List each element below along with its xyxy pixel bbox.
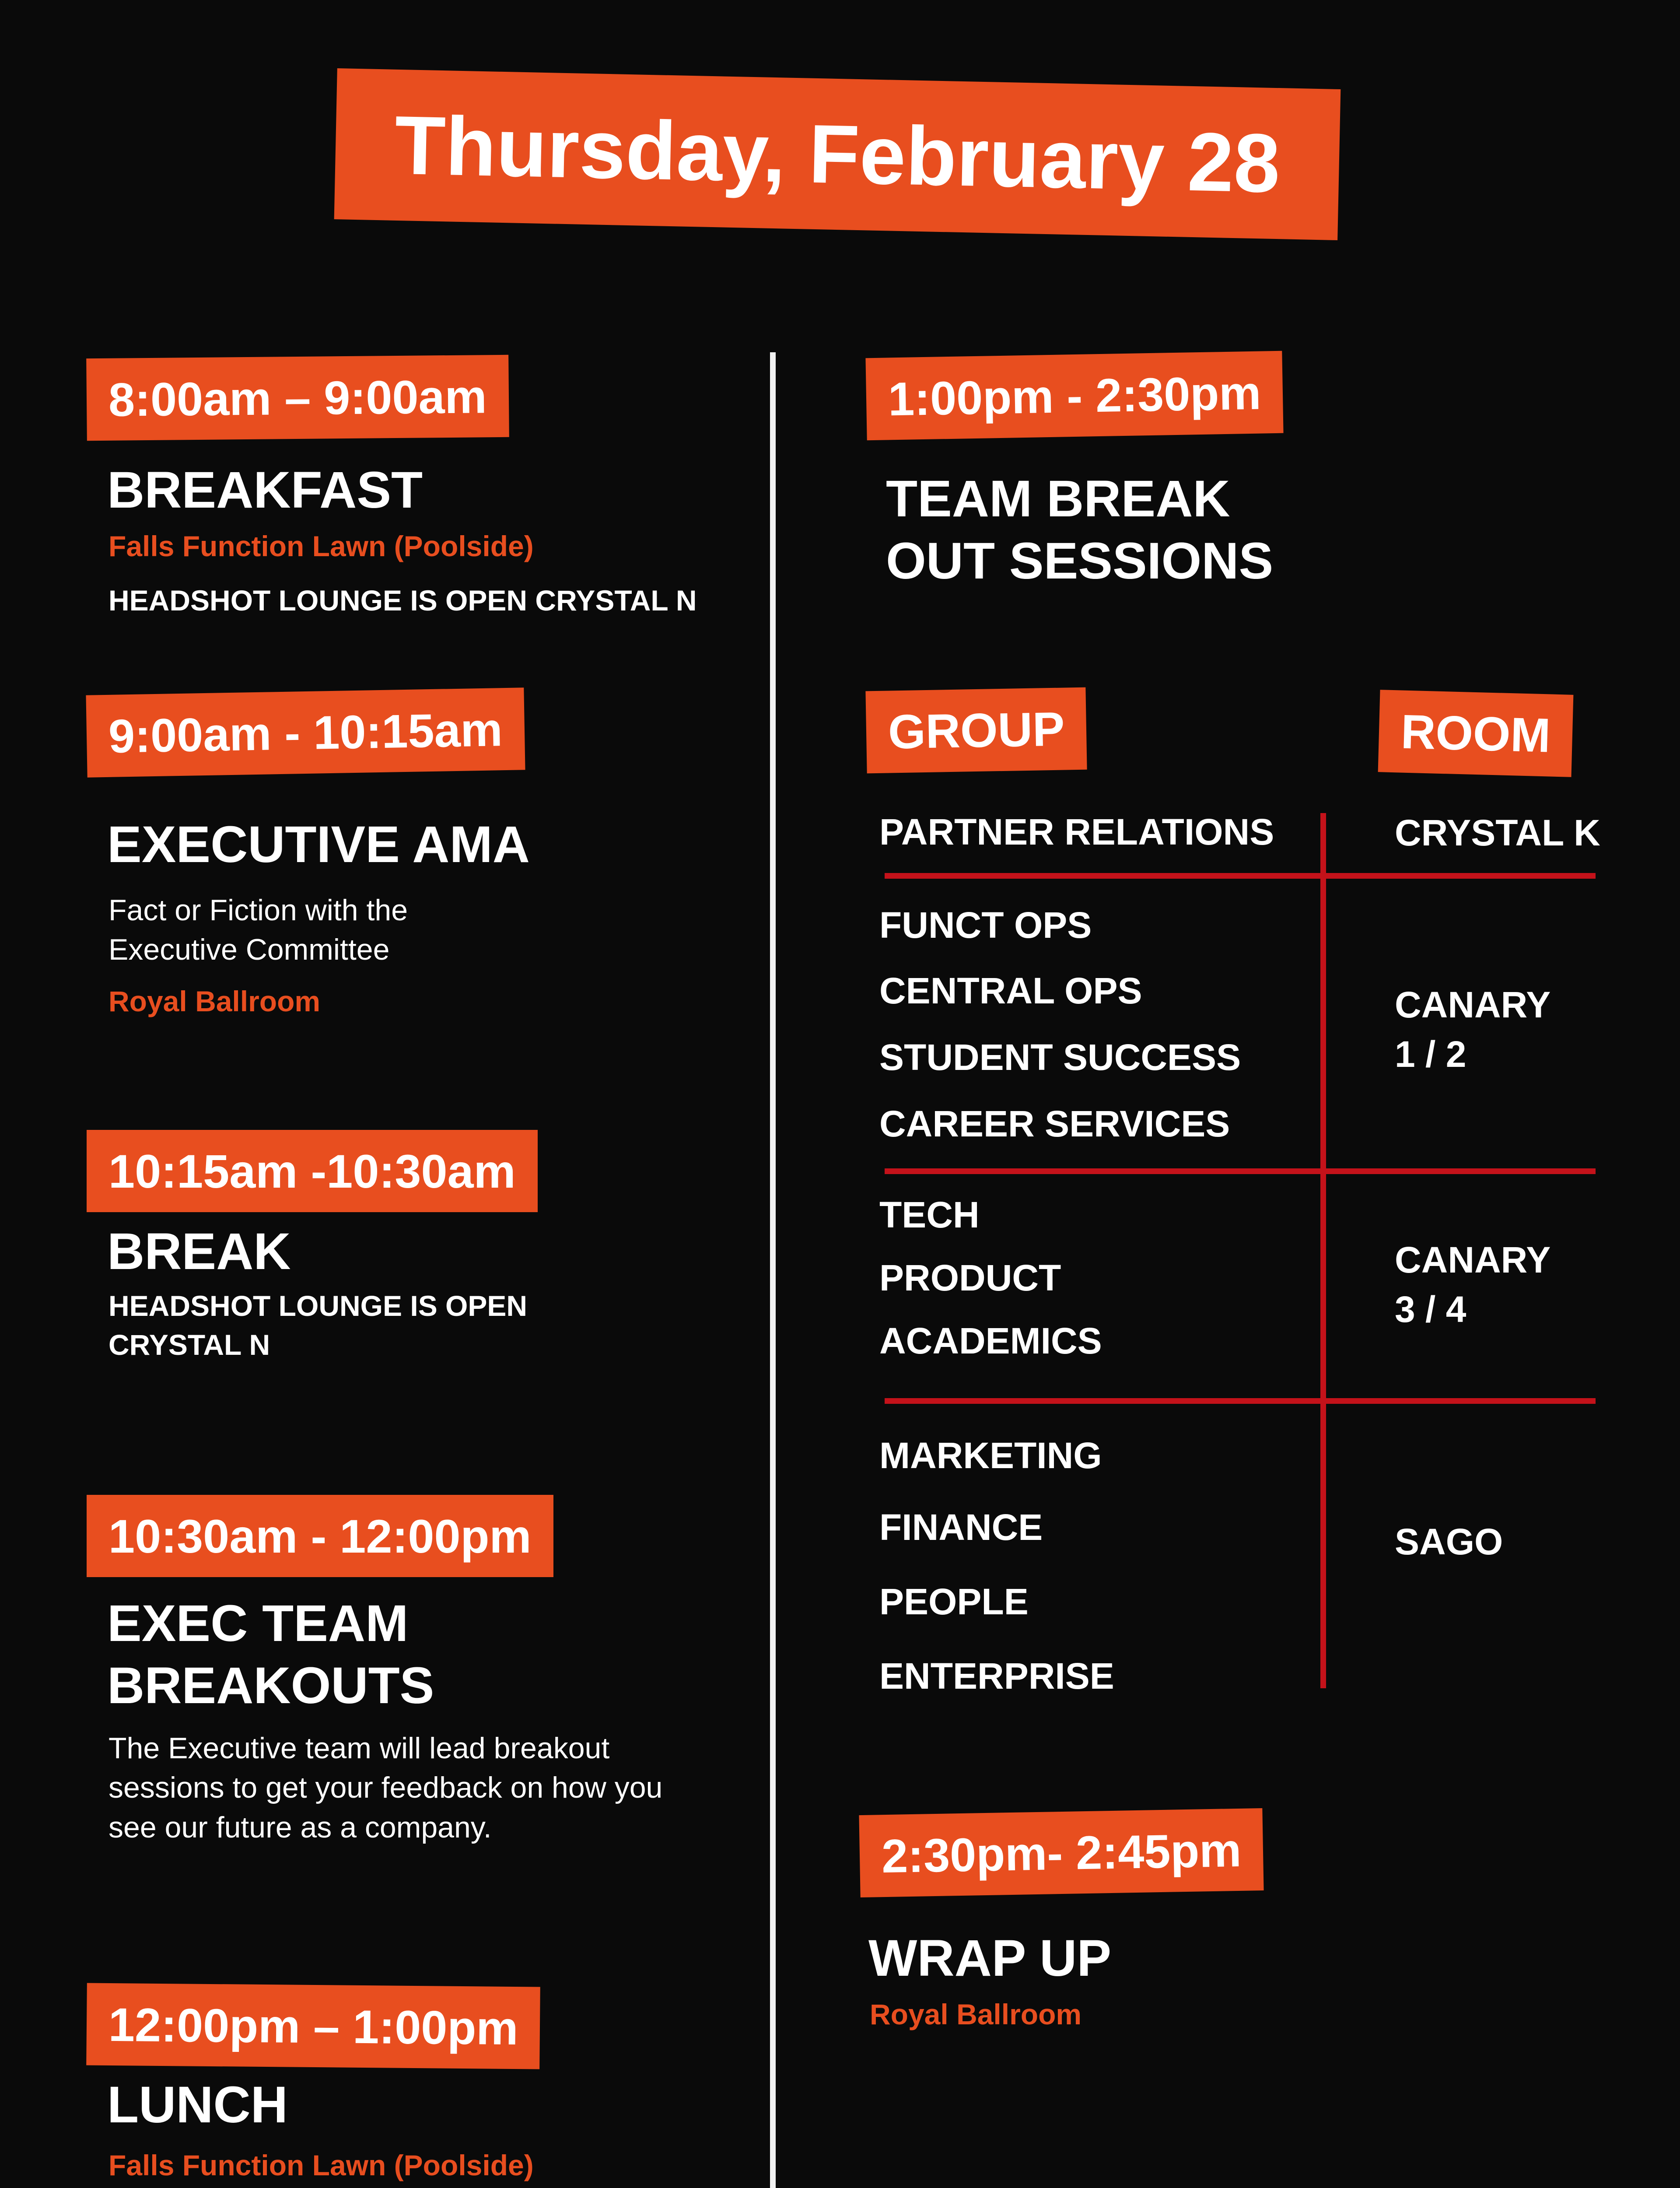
table-group-cell: FUNCT OPS [879, 905, 1092, 946]
ama-description-line: Executive Committee [108, 933, 390, 967]
team-heading [886, 468, 1273, 592]
table-group-cell: ACADEMICS [879, 1320, 1102, 1361]
table-room-line: CANARY [1395, 984, 1551, 1025]
exec-description-line: see our future as a company. [108, 1810, 492, 1844]
table-row-separator [885, 1168, 1596, 1174]
ama-heading: EXECUTIVE AMA [107, 816, 530, 873]
table-group-cell: CAREER SERVICES [879, 1103, 1230, 1144]
ama-description [108, 891, 408, 970]
table-row-separator [885, 1398, 1596, 1404]
ama-location: Royal Ballroom [108, 985, 321, 1017]
table-room-line: 1 / 2 [1395, 1034, 1466, 1075]
table-group-cell: PRODUCT [879, 1257, 1061, 1298]
ama-time-badge: 9:00am - 10:15am [86, 687, 525, 777]
table-room-cell: CRYSTAL K [1395, 812, 1600, 853]
breakfast-location: Falls Function Lawn (Poolside) [108, 530, 534, 562]
group-header: GROUP [865, 687, 1087, 774]
table-group-cell: STUDENT SUCCESS [879, 1037, 1241, 1078]
exec-time-badge: 10:30am - 12:00pm [87, 1495, 553, 1577]
table-vertical-line [1320, 813, 1326, 1688]
team-heading-line: TEAM BREAK [886, 470, 1230, 528]
room-header: ROOM [1378, 690, 1574, 777]
exec-description [108, 1729, 662, 1847]
table-room-cell [1395, 980, 1550, 1080]
exec-description-line: The Executive team will lead breakout [108, 1732, 610, 1765]
table-group-cell: CENTRAL OPS [879, 970, 1142, 1011]
table-row-separator [885, 873, 1596, 879]
table-group-cell: PEOPLE [879, 1581, 1029, 1622]
lunch-heading: LUNCH [107, 2076, 288, 2134]
break-heading: BREAK [107, 1223, 291, 1280]
column-divider [770, 352, 776, 2188]
table-group-cell: FINANCE [879, 1507, 1043, 1548]
table-room-line: 3 / 4 [1395, 1289, 1466, 1330]
break-note-line: CRYSTAL N [108, 1329, 270, 1361]
exec-heading-line: EXEC TEAM [107, 1595, 409, 1652]
break-note [108, 1287, 527, 1364]
breakfast-note: HEADSHOT LOUNGE IS OPEN CRYSTAL N [108, 584, 697, 617]
table-group-cell: MARKETING [879, 1435, 1102, 1476]
lunch-location: Falls Function Lawn (Poolside) [108, 2149, 534, 2181]
breakfast-time-badge: 8:00am – 9:00am [86, 355, 509, 441]
exec-heading [107, 1593, 434, 1717]
wrap-time-badge: 2:30pm- 2:45pm [859, 1808, 1264, 1897]
team-time-badge: 1:00pm - 2:30pm [865, 351, 1283, 441]
table-room-line: CANARY [1395, 1239, 1551, 1280]
breakfast-heading: BREAKFAST [107, 461, 423, 519]
team-heading-line: OUT SESSIONS [886, 532, 1274, 590]
break-note-line: HEADSHOT LOUNGE IS OPEN [108, 1290, 528, 1322]
table-group-cell: TECH [879, 1194, 980, 1235]
table-room-cell [1395, 1235, 1550, 1335]
break-time-badge: 10:15am -10:30am [87, 1130, 538, 1212]
page-title: Thursday, February 28 [334, 68, 1341, 240]
table-room-cell: SAGO [1395, 1521, 1503, 1562]
lunch-time-badge: 12:00pm – 1:00pm [86, 1983, 540, 2069]
wrap-location: Royal Ballroom [870, 1998, 1082, 2030]
wrap-heading: WRAP UP [868, 1929, 1112, 1987]
exec-heading-line: BREAKOUTS [107, 1656, 434, 1715]
ama-description-line: Fact or Fiction with the [108, 894, 408, 927]
table-group-cell: ENTERPRISE [879, 1655, 1114, 1697]
exec-description-line: sessions to get your feedback on how you [108, 1771, 663, 1805]
table-group-cell: PARTNER RELATIONS [879, 811, 1274, 852]
